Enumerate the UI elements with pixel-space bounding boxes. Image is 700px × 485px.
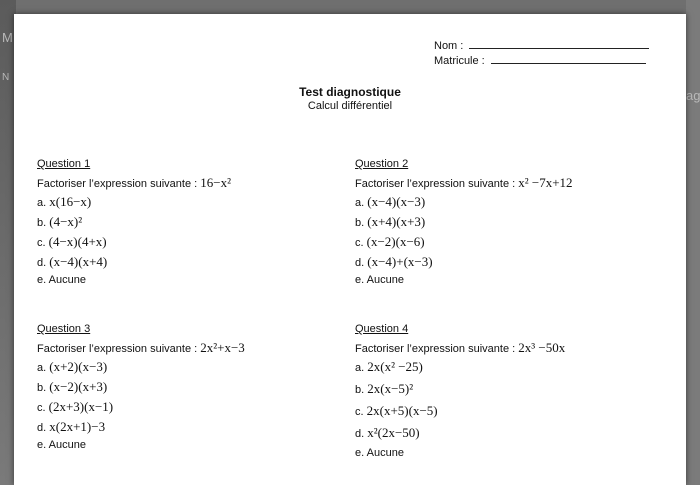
answer-option: c. (2x+3)(x−1)	[37, 399, 114, 414]
answer-option: d. (x−4)+(x−3)	[355, 254, 433, 269]
matricule-line	[434, 54, 646, 67]
document-title: Test diagnostique	[299, 85, 401, 99]
question-1	[37, 158, 337, 290]
background-right-panel	[686, 0, 700, 485]
answer-option: e. Aucune	[355, 274, 404, 286]
matricule-label: Matricule :	[434, 55, 485, 67]
answer-option: a. 2x(x² −25)	[355, 359, 423, 374]
answer-option: d. x²(2x−50)	[355, 425, 420, 440]
answer-option: a. (x+2)(x−3)	[37, 359, 108, 374]
question-expression: x² −7x+12	[518, 175, 573, 190]
matricule-blank	[491, 54, 646, 64]
question-4	[355, 323, 655, 465]
nom-line	[434, 39, 649, 52]
background-text-fragment: N	[2, 72, 10, 83]
background-text-fragment: M	[2, 30, 13, 45]
answer-option: b. (4−x)²	[37, 214, 83, 229]
document-page	[14, 14, 686, 485]
question-expression: 2x²+x−3	[200, 340, 245, 355]
answer-option: b. (x−2)(x+3)	[37, 379, 108, 394]
document-subtitle: Calcul différentiel	[307, 100, 393, 112]
answer-option: c. (4−x)(4+x)	[37, 234, 107, 249]
answer-option: b. (x+4)(x+3)	[355, 214, 426, 229]
question-prompt: Factoriser l’expression suivante : 16−x²	[37, 175, 231, 190]
answer-option: a. x(16−x)	[37, 194, 92, 209]
question-heading: Question 2	[355, 158, 409, 170]
question-expression: 16−x²	[200, 175, 231, 190]
answer-option: c. (x−2)(x−6)	[355, 234, 425, 249]
question-expression: 2x³ −50x	[518, 340, 566, 355]
question-prompt: Factoriser l’expression suivante : 2x³ −50x	[355, 340, 566, 355]
answer-option: e. Aucune	[37, 274, 86, 286]
question-prompt: Factoriser l’expression suivante : x² −7x+12	[355, 175, 573, 190]
question-2	[355, 158, 655, 290]
nom-blank	[469, 39, 649, 49]
background-text-fragment: ag	[686, 88, 700, 103]
answer-option: b. 2x(x−5)²	[355, 381, 414, 396]
question-heading: Question 3	[37, 323, 91, 335]
answer-option: e. Aucune	[37, 439, 86, 451]
nom-label: Nom :	[434, 40, 464, 52]
question-prompt: Factoriser l’expression suivante : 2x²+x−3	[37, 340, 245, 355]
question-heading: Question 1	[37, 158, 91, 170]
answer-option: a. (x−4)(x−3)	[355, 194, 426, 209]
answer-option: e. Aucune	[355, 447, 404, 459]
answer-option: c. 2x(x+5)(x−5)	[355, 403, 438, 418]
answer-option: d. (x−4)(x+4)	[37, 254, 108, 269]
question-heading: Question 4	[355, 323, 409, 335]
question-3	[37, 323, 337, 455]
answer-option: d. x(2x+1)−3	[37, 419, 106, 434]
